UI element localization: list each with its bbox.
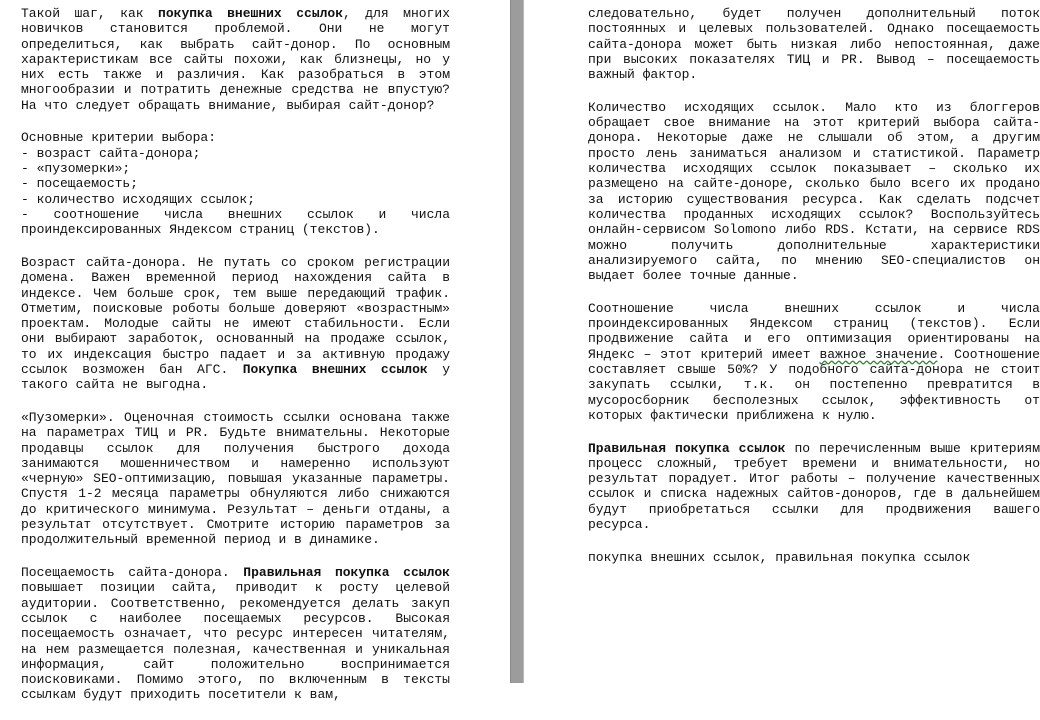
paragraph-domain-age: Возраст сайта-донора. Не путать со сроком регистрации домена. Важен временной период нахождения сайта в индексе. Чем больше срок, тем выше передающий трафик. Отметим, поисковые роботы больше доверяют «возрастным» проектам. Молодые сайты не имеют стабильности. Если они выбирают заработок, основанный на продаже ссылок, то их индексация быстро падает и за активную продажу ссылок возможен бан АГС. Покупка внешних ссылок у такого сайта не выгодна.: [21, 254, 450, 393]
keyword-bold: покупка внешних ссылок: [158, 6, 344, 21]
list-item: - возраст сайта-донора;: [21, 145, 201, 161]
page-right-text-column: [588, 6, 1040, 582]
paragraph-intro: Такой шаг, как покупка внешних ссылок, для многих новичков становится проблемой. Они не могут определиться, как выбрать сайт-донор. По основным характеристикам все сайты похожи, как близнецы, но у них есть также и различия. Как разобраться в этом многообразии и потратить денежные средства не впустую? На что следует обращать внимание, выбирая сайт-донор?: [21, 6, 450, 113]
list-heading: Основные критерии выбора:: [21, 130, 217, 146]
document-page-left[interactable]: [0, 0, 510, 703]
paragraph-outgoing-links: Количество исходящих ссылок. Мало кто из блоггеров обращает свое внимание на этот критерий выбора сайта-донора. Некоторые даже не слышали об этом, а другим просто лень заниматься анализом и статистикой. Параметр количества исходящих ссылок показывает – сколько их размещено на сайте-доноре, сколько было всего их продано за историю существования ресурса. Как сделать подсчет количества проданных исходящих ссылок? Воспользуйтесь онлайн-сервисом Solomono либо RDS. Кстати, на сервисе RDS можно получить дополнительные характеристики анализируемого сайта, по мнению SEO-специалистов он выдает более точные данные.: [588, 99, 1040, 284]
keyword-bold: Покупка внешних ссылок: [242, 362, 428, 378]
criteria-list: [21, 130, 450, 237]
document-page-right[interactable]: [524, 0, 1040, 683]
list-item: - количество исходящих ссылок;: [21, 191, 256, 207]
list-item: - «пузомерки»;: [21, 161, 131, 177]
paragraph-traffic-continued: следовательно, будет получен дополнительный поток постоянных и целевых пользователей. Однако посещаемость сайта-донора может быть низкая либо непостоянная, даже при высоких показателях ТИЦ и PR. Вывод – посещаемость важный фактор.: [588, 6, 1040, 83]
list-item: - посещаемость;: [21, 176, 139, 192]
list-item-continuation: проиндексированных Яндексом страниц (текстов).: [21, 222, 380, 238]
paragraph-metrics: «Пузомерки». Оценочная стоимость ссылки основана также на параметрах ТИЦ и PR. Будьте внимательны. Некоторые продавцы ссылок для получения быстрого дохода занимаются мошенничеством и намеренно используют «черную» SEO-оптимизацию, повышая указанные параметры. Спустя 1-2 месяца параметры обнуляются либо снижаются до критического минимума. Результат – деньги отданы, а результат отсутствует. Смотрите историю параметров за продолжительный временной период и в динамике.: [21, 410, 450, 548]
keyword-bold: Правильная покупка ссылок: [588, 440, 786, 456]
grammar-check-underline[interactable]: важное значение: [819, 346, 938, 362]
paragraph-traffic: Посещаемость сайта-донора. Правильная покупка ссылок повышает позиции сайта, приводит к росту целевой аудитории. Соответственно, рекомендуется делать закуп ссылок с наиболее посещаемых ресурсов. Высокая посещаемость означает, что ресурс интересен читателям, на нем размещается полезная, качественная и уникальная информация, сайт положительно воспринимается поисковиками. Помимо этого, по включенным в тексты ссылкам будут приходить посетители к вам,: [21, 565, 450, 703]
paragraph-conclusion: Правильная покупка ссылок по перечисленным выше критериям процесс сложный, требует времени и внимательности, но результат порадует. Итог работы – получение качественных ссылок и списка надежных сайтов-доноров, где в дальнейшем будут приобретаться ссылки для продвижения вашего ресурса.: [588, 440, 1040, 533]
paragraph-link-ratio: Соотношение числа внешних ссылок и числа проиндексированных Яндексом страниц (текстов). Если продвижение сайта и его оптимизация ориентированы на Яндекс – этот критерий имеет важное значение. Соотношение составляет свыше 50%? У подобного сайта-донора не стоит закупать ссылки, т.к. он постепенно превратится в мусоросборник бесполезных ссылок, эффективность от которых фактически приближена к нулю.: [588, 300, 1040, 423]
keyword-bold: Правильная покупка ссылок: [243, 565, 450, 581]
list-item: - соотношение числа внешних ссылок и числа: [21, 206, 450, 222]
keywords-line: покупка внешних ссылок, правильная покупка ссылок: [588, 549, 971, 565]
page-gap-divider: [510, 0, 524, 683]
page-left-text-column: [21, 6, 450, 720]
